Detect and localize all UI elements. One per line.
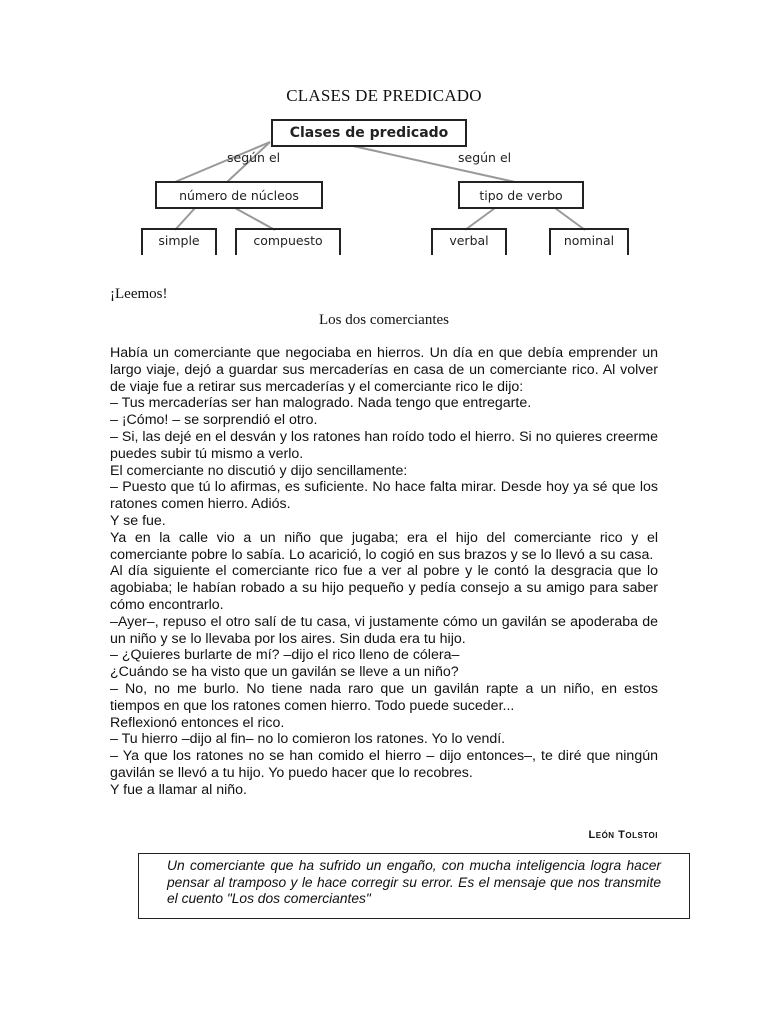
diagram-right-node: tipo de verbo [458, 181, 584, 209]
story-paragraph: Y fue a llamar al niño. [110, 781, 247, 798]
story-paragraph: – Ya que los ratones no se han comido el hierro – dijo entonces–, te diré que ningún gavilán se llevó a tu hijo. Yo puedo hacer que lo recobres. [110, 748, 658, 781]
story-paragraph: Reflexionó entonces el rico. [110, 714, 285, 731]
diagram-root-node: Clases de predicado [271, 119, 467, 147]
story-paragraph: Al día siguiente el comerciante rico fue a ver al pobre y le contó la desgracia que lo agobiaba; le habían robado a su hijo pequeño y pedía consejo a su amigo para saber cómo encontrarlo. [110, 563, 658, 613]
moral-text: Un comerciante que ha sufrido un engaño, con mucha inteligencia logra hacer pensar al tramposo y le hace corregir su error. Es el mensaje que nos transmite el cuento "Los dos comerciantes" [167, 858, 661, 906]
story-title: Los dos comerciantes [319, 312, 449, 328]
moral-box [138, 853, 690, 919]
story-paragraph: Y se fue. [110, 512, 166, 529]
story-paragraph: –Ayer–, repuso el otro salí de tu casa, vi justamente cómo un gavilán se apoderaba de un niño y se lo llevaba por los aires. Sin duda era tu hijo. [110, 613, 658, 647]
story-body [110, 345, 658, 799]
story-paragraph: – Si, las dejé en el desván y los ratones han roído todo el hierro. Si no quieres creerme puedes subir tú mismo a verlo. [110, 428, 658, 462]
diagram-left-connector-label: según el [227, 150, 281, 165]
connector-right-nominal [555, 208, 585, 230]
connector-right-verbal [465, 208, 495, 230]
diagram-child-compuesto: compuesto [235, 228, 341, 255]
predicate-classes-diagram [135, 110, 635, 265]
story-paragraph: Ya en la calle vio a un niño que jugaba; era el hijo del comerciante rico y el comerciante pobre lo sabía. Lo acarició, lo cogió en sus brazos y se lo llevó a su casa. [110, 529, 658, 563]
story-paragraph: ¿Cuándo se ha visto que un gavilán se lleve a un niño? [110, 664, 459, 681]
diagram-right-connector-label: según el [458, 150, 512, 165]
diagram-left-node: número de núcleos [155, 181, 323, 209]
story-paragraph: El comerciante no discutió y dijo sencillamente: [110, 462, 408, 479]
story-paragraph: – Tus mercaderías ser han malogrado. Nada tengo que entregarte. [110, 395, 532, 412]
story-paragraph: – ¿Quieres burlarte de mí? –dijo el rico lleno de cólera– [110, 647, 460, 664]
diagram-child-verbal: verbal [431, 228, 507, 255]
section-label: ¡Leemos! [110, 286, 168, 302]
diagram-child-nominal: nominal [549, 228, 629, 255]
story-paragraph: – ¡Cómo! – se sorprendió el otro. [110, 412, 318, 429]
story-paragraph: – Tu hierro –dijo al fin– no lo comieron los ratones. Yo lo vendí. [110, 731, 506, 748]
connector-left-simple [175, 208, 195, 230]
story-paragraph: Había un comerciante que negociaba en hierros. Un día en que debía emprender un largo viaje, dejó a guardar sus mercaderías en casa de un comerciante rico. Al volver de viaje fue a retirar sus mercaderías y el comerciante rico le dijo: [110, 345, 658, 395]
page-title: CLASES DE PREDICADO [286, 86, 482, 105]
story-author: León Tolstoi [588, 829, 658, 841]
diagram-child-simple: simple [141, 228, 217, 255]
connector-left-compuesto [235, 208, 275, 230]
story-paragraph: – No, no me burlo. No tiene nada raro que un gavilán rapte a un niño, en estos tiempos en que los ratones comen hierro. Todo puede suceder... [110, 680, 658, 714]
story-paragraph: – Puesto que tú lo afirmas, es suficiente. No hace falta mirar. Desde hoy ya sé que los ratones comen hierro. Adiós. [110, 479, 658, 513]
